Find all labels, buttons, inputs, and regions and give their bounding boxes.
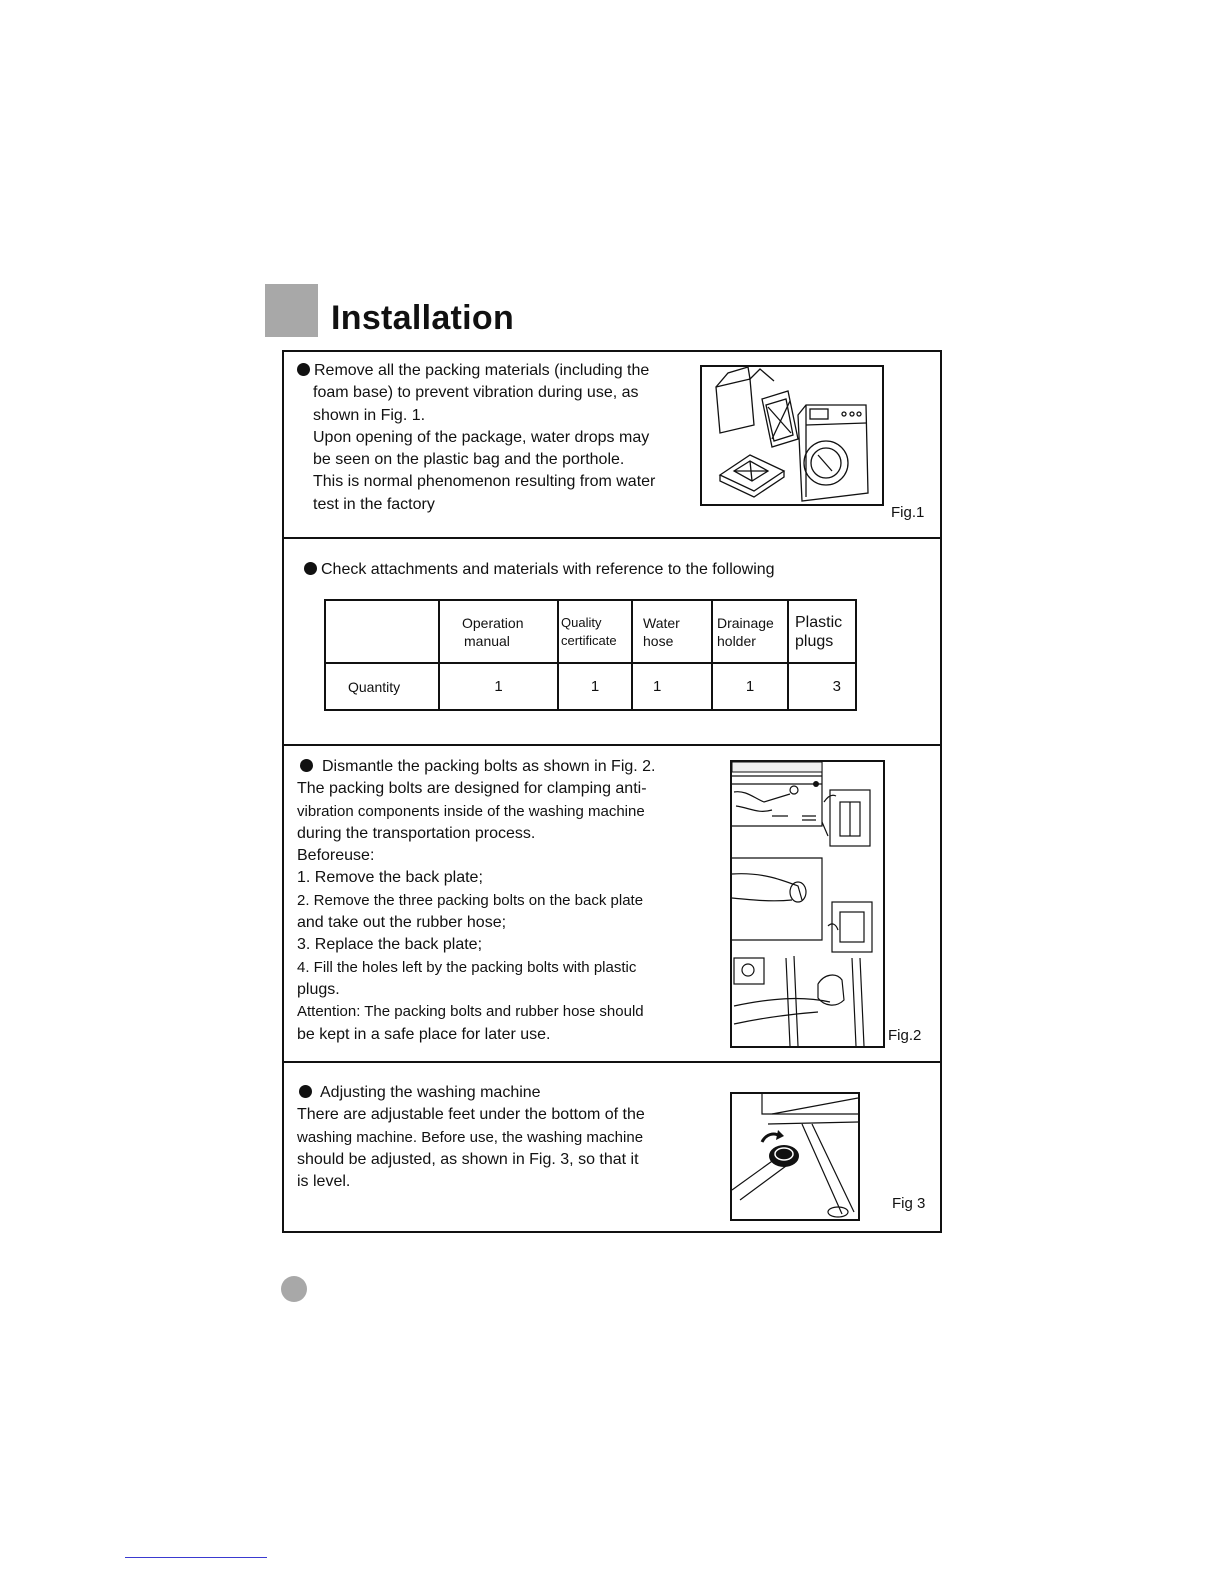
text-line: shown in Fig. 1. (313, 406, 426, 424)
text-line: Attention: The packing bolts and rubber hose should (297, 1003, 644, 1021)
text-line: be seen on the plastic bag and the porthole. (313, 451, 625, 469)
qty-operation-manual: 1 (439, 663, 558, 710)
text-line: washing machine. Before use, the washing machine (297, 1128, 644, 1146)
text-line: There are adjustable feet under the bottom of the (297, 1106, 645, 1124)
header-plastic-plugs: Plastic plugs (788, 600, 856, 663)
qty-quality-certificate: 1 (558, 663, 632, 710)
text-line: is level. (297, 1173, 351, 1191)
text-line: and take out the rubber hose; (297, 914, 507, 932)
text-line: vibration components inside of the washing machine (297, 802, 645, 820)
text-line: during the transportation process. (297, 824, 536, 842)
bullet-icon (297, 363, 310, 376)
figure-1-label: Fig.1 (891, 504, 925, 521)
bullet-icon (304, 562, 317, 575)
text-line: be kept in a safe place for later use. (297, 1025, 551, 1043)
page-number-marker (281, 1276, 307, 1302)
text-line: plugs. (297, 980, 340, 998)
table-corner-cell (325, 600, 439, 663)
section-divider (284, 1061, 940, 1063)
text-line: Remove all the packing materials (including the (314, 362, 650, 379)
text-line: This is normal phenomenon resulting from water (313, 473, 656, 491)
adjustable-feet-illustration (732, 1094, 858, 1219)
section-attachments (304, 559, 775, 581)
figure-2-label: Fig.2 (888, 1027, 922, 1044)
section-packing-materials (297, 360, 655, 516)
packing-bolts-illustration (732, 762, 883, 1046)
figure-2-packing-bolts (730, 760, 885, 1048)
figure-1-unpacking (700, 365, 884, 506)
text-line: Beforeuse: (297, 847, 375, 865)
qty-drainage-holder: 1 (712, 663, 788, 710)
section-adjusting (297, 1082, 645, 1193)
bullet-icon (300, 759, 313, 772)
text-line: Dismantle the packing bolts as shown in Fig. 2. (322, 758, 656, 775)
row-label: Quantity (325, 663, 439, 710)
table-row-quantity (325, 663, 856, 710)
bullet-icon (299, 1085, 312, 1098)
header-quality-certificate: Quality certificate (558, 600, 632, 663)
section-divider (284, 537, 940, 539)
title-marker (265, 284, 318, 337)
qty-plastic-plugs: 3 (788, 663, 856, 710)
table-header-row (325, 600, 856, 663)
text-line: The packing bolts are designed for clamping anti- (297, 780, 647, 798)
section-divider (284, 744, 940, 746)
header-water-hose: Water hose (632, 600, 712, 663)
header-drainage-holder: Drainage holder (712, 600, 788, 663)
figure-3-label: Fig 3 (892, 1195, 926, 1212)
unpacking-illustration (702, 367, 882, 504)
text-line: should be adjusted, as shown in Fig. 3, so that it (297, 1150, 639, 1168)
page-title: Installation (331, 299, 515, 337)
header-operation-manual: Operation manual (439, 600, 558, 663)
section-packing-bolts (297, 756, 656, 1046)
text-line: 2. Remove the three packing bolts on the back plate (297, 891, 644, 909)
text-line: foam base) to prevent vibration during use, as (313, 384, 639, 402)
text-line: Upon opening of the package, water drops may (313, 428, 650, 446)
text-line: 1. Remove the back plate; (297, 869, 483, 887)
text-line: 4. Fill the holes left by the packing bolts with plastic (297, 958, 637, 976)
attachments-table (324, 599, 857, 711)
content-frame (282, 350, 942, 1233)
text-line: 3. Replace the back plate; (297, 936, 483, 954)
text-line: test in the factory (313, 495, 435, 513)
section-heading: Check attachments and materials with reference to the following (321, 561, 775, 578)
figure-3-adjustable-feet (730, 1092, 860, 1221)
footer-rule (125, 1557, 267, 1558)
text-line: Adjusting the washing machine (320, 1084, 541, 1101)
qty-water-hose: 1 (632, 663, 712, 710)
